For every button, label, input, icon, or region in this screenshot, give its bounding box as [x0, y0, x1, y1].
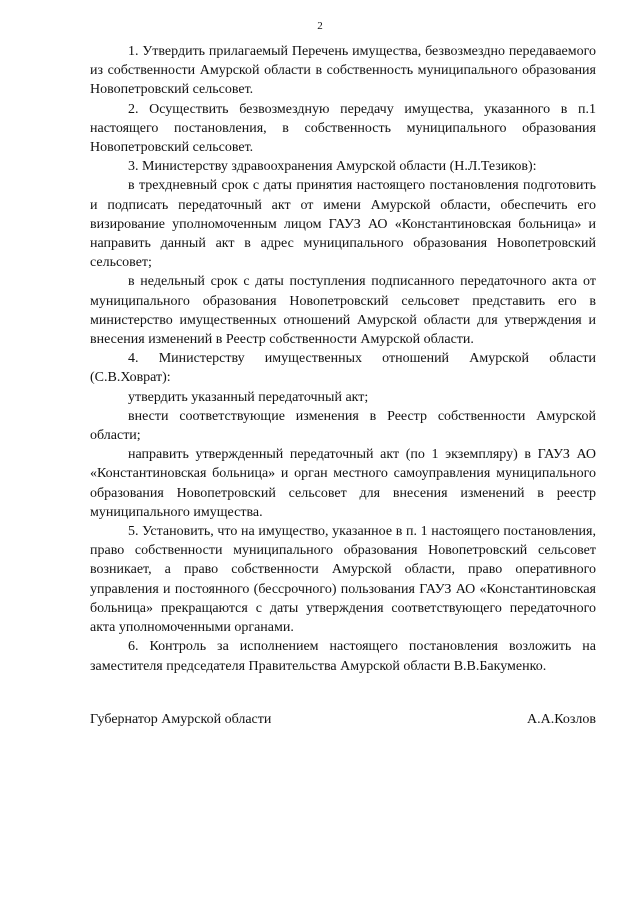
paragraph-1: 1. Утвердить прилагаемый Перечень имущества, безвозмездно передаваемого из собственности Амурской области в собственность муниципального образования Новопетровский сельсовет. — [90, 44, 596, 98]
paragraph-4-item-1: утвердить указанный передаточный акт; — [128, 389, 369, 405]
paragraph-4-item-2: внести соответствующие изменения в Реестр собственности Амурской области; — [90, 408, 596, 444]
paragraph-4-item-3: направить утвержденный передаточный акт (по 1 экземпляру) в ГАУЗ АО «Константиновская больница» и орган местного самоуправления муниципального образования Новопетровский сельсовет для внесения изменений в реестр муниципального имущества. — [90, 447, 596, 520]
page-number: 2 — [317, 20, 323, 32]
paragraph-6: 6. Контроль за исполнением настоящего постановления возложить на заместителя председателя Правительства Амурской области В.В.Бакуменко. — [90, 639, 596, 674]
paragraph-3: 3. Министерству здравоохранения Амурской области (Н.Л.Тезиков): — [128, 159, 537, 175]
paragraph-3-item-2: в недельный срок с даты поступления подписанного передаточного акта от муниципального образования Новопетровский сельсовет представить его в министерство имущественных отношений Амурской области для утверждения и внесения изменений в Реестр собственности Амурской области. — [90, 274, 596, 348]
paragraph-4: 4. Министерству имущественных отношений Амурской области (С.В.Ховрат): — [90, 351, 596, 386]
paragraph-3-item-1: в трехдневный срок с даты принятия настоящего постановления подготовить и подписать передаточный акт от имени Амурской области, обеспечить его визирование уполномоченным лицом ГАУЗ АО «Константиновская больница» и направить данный акт в адрес муниципального образования Новопетровский сельсовет; — [90, 178, 596, 271]
paragraph-2: 2. Осуществить безвозмездную передачу имущества, указанного в п.1 настоящего постановления, в собственность муниципального образования Новопетровский сельсовет. — [90, 101, 596, 156]
signatory-name: А.А.Козлов — [527, 712, 596, 727]
resolution-body — [90, 42, 596, 676]
signature-block — [90, 710, 596, 729]
paragraph-5: 5. Установить, что на имущество, указанное в п. 1 настоящего постановления, право собственности муниципального образования Новопетровский сельсовет возникает, а право собственности Амурской области, право оперативного управления и постоянного (бессрочного) пользования ГАУЗ АО «Константиновская больница» прекращаются с даты утверждения соответствующего передаточного акта уполномоченными органами. — [90, 524, 596, 636]
signatory-position: Губернатор Амурской области — [90, 712, 272, 727]
